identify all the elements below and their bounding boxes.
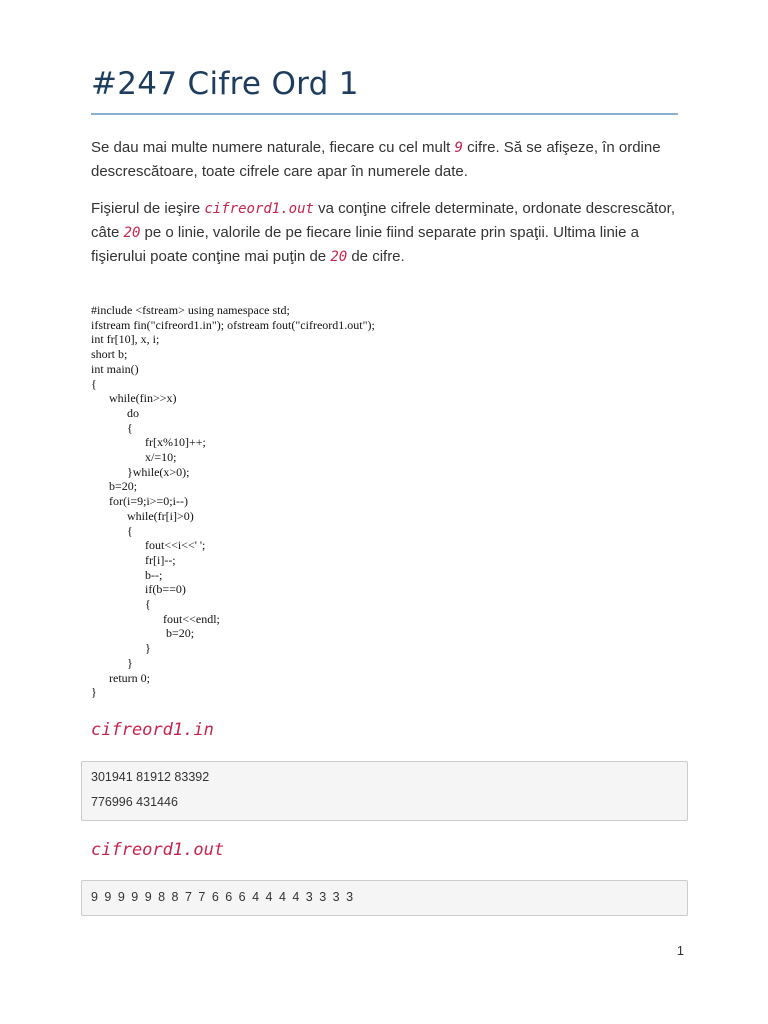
page-number: 1 xyxy=(676,943,684,958)
title-divider xyxy=(91,113,678,115)
input-line-1: 301941 81912 83392 xyxy=(91,770,210,784)
output-text-4: de cifre. xyxy=(347,248,405,265)
problem-statement xyxy=(91,136,681,184)
output-file-heading: cifreord1.out xyxy=(91,840,225,860)
max-digits-code: 9 xyxy=(454,140,463,156)
last-line-count-code: 20 xyxy=(330,249,348,265)
output-text-2: va conţine cifrele determinate, ordonate descrescător, câte xyxy=(91,200,675,241)
input-file-heading: cifreord1.in xyxy=(91,720,214,740)
statement-text-2: cifre. Să se afişeze, în ordine descrescătoare, toate cifrele care apar în numerele date. xyxy=(91,139,661,180)
statement-text-1: Se dau mai multe numere naturale, fiecare cu cel mult xyxy=(91,139,455,156)
output-text-1: Fişierul de ieşire xyxy=(91,200,205,217)
input-line-2: 776996 431446 xyxy=(91,795,178,809)
output-line-1: 9 9 9 9 9 8 8 7 7 6 6 6 4 4 4 4 3 3 3 3 xyxy=(91,890,355,904)
output-text-3: pe o linie, valorile de pe fiecare linie fiind separate prin spaţii. Ultima linie a fişierului poate conţine mai puţin de xyxy=(91,224,639,265)
output-example-box xyxy=(81,880,688,916)
input-example-box xyxy=(81,761,688,821)
per-line-count-code: 20 xyxy=(123,225,141,241)
output-description xyxy=(91,197,681,269)
solution-code: #include <fstream> using namespace std; ifstream fin("cifreord1.in"); ofstream fout("cifreord1.out"); int fr[10], x, i; short b; int main() { while(fin>>x) do { fr[x%10]++; x/=10; }while(x>0); b=20; for(i=9;i>=0;i--) while(fr[i]>0) { fout<<i<<' '; fr[i]--; b--; if(b==0) { fout<<endl; b=20; } } return 0; } xyxy=(91,303,375,700)
output-filename-code: cifreord1.out xyxy=(204,201,314,217)
page-title: #247 Cifre Ord 1 xyxy=(91,66,359,102)
